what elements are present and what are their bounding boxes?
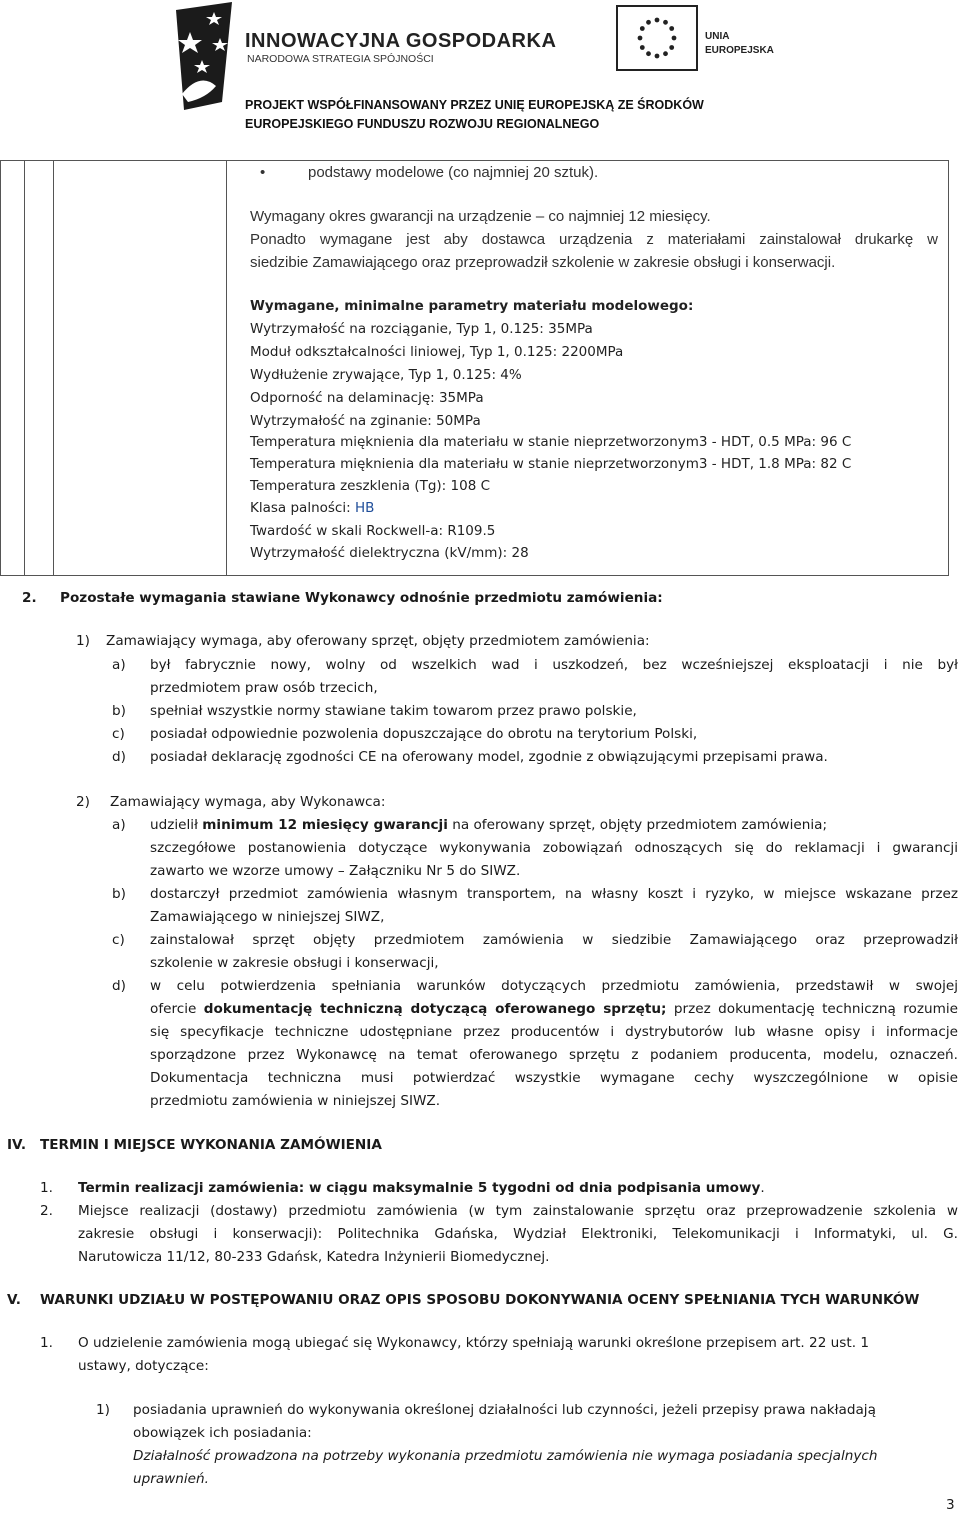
param-dielectric: Wytrzymałość dielektryczna (kV/mm): 28 [250,545,529,561]
project-funding-note [245,96,704,134]
section-2-title: Pozostałe wymagania stawiane Wykonawcy odnośnie przedmiotu zamówienia: [60,590,663,606]
req-1d-label: d) [112,749,126,765]
req-1-number: 1) [76,633,90,649]
section-4-item-1-text: Termin realizacji zamówienia: w ciągu maksymalnie 5 tygodni od dnia podpisania umowy [78,1180,761,1196]
req-1a-line-1: był fabrycznie nowy, wolny od wszelkich wad i uszkodzeń, bez wcześniejszej eksploatacji i nie był [150,657,958,673]
install-line-1: Ponadto wymagane jest aby dostawca urządzenia z materiałami zainstalował drukarkę w [250,231,938,248]
req-2d-pre: ofercie [150,1001,204,1017]
warranty-line: Wymagany okres gwarancji na urządzenie – co najmniej 12 miesięcy. [250,208,711,225]
req-2d-post: przez dokumentację techniczną rozumie [666,1001,958,1017]
section-5-sub-1-note-1: Działalność prowadzona na potrzeby wykonania przedmiotu zamówienia nie wymaga posiadania specjalnych [133,1448,878,1464]
req-2a-bold: minimum 12 miesięcy gwarancji [202,817,448,833]
table-divider [226,161,227,575]
param-modulus: Moduł odkształcalności liniowej, Typ 1, 0.125: 2200MPa [250,344,624,360]
req-1c-label: c) [112,726,125,742]
bullet-icon: • [260,164,266,181]
section-4-item-2-line-3: Narutowicza 11/12, 80-233 Gdańsk, Katedra Inżynierii Biomedycznej. [78,1249,550,1265]
req-2d-bold: dokumentację techniczną dotyczącą oferowanego sprzętu; [203,1001,667,1017]
param-glass-transition: Temperatura zeszklenia (Tg): 108 C [250,478,491,494]
section-5-sub-1-note-2: uprawnień. [133,1471,209,1487]
req-2c-line-1: zainstalował sprzęt objęty przedmiotem zamówienia w siedzibie Zamawiającego oraz przeprowadził [150,932,958,948]
param-hardness: Twardość w skali Rockwell-a: R109.5 [250,523,496,539]
specification-table [0,160,949,576]
req-2a-line-3: zawarto we wzorze umowy – Załączniku Nr 5 do SIWZ. [150,863,521,879]
project-line-1: PROJEKT WSPÓŁFINANSOWANY PRZEZ UNIĘ EUROPEJSKĄ ZE ŚRODKÓW [245,98,704,112]
param-hdt-18: Temperatura mięknienia dla materiału w stanie nieprzetworzonym3 - HDT, 1.8 MPa: 82 C [250,456,852,472]
page-number: 3 [946,1497,955,1513]
req-2b-label: b) [112,886,126,902]
section-5-item-1-line-1: O udzielenie zamówienia mogą ubiegać się Wykonawcy, którzy spełniają warunki określone przepisem art. 22 ust. 1 [78,1335,869,1351]
section-2-number: 2. [22,590,37,606]
section-5-sub-1-line-2: obowiązek ich posiadania: [133,1425,312,1441]
innowacyjna-gospodarka-logo-icon [176,2,238,110]
params-title: Wymagane, minimalne parametry materiału modelowego: [250,298,694,314]
req-2d-line-3: się specyfikacje techniczne udostępniane przez producentów i dystrybutorów lub własne opisy i informacje [150,1024,958,1040]
section-4-item-2-line-1: Miejsce realizacji (dostawy) przedmiotu zamówienia (w tym zainstalowanie sprzętu oraz przeprowadzenie szkolenia w [78,1203,958,1219]
page-header [0,0,960,140]
req-2a-line-1 [150,817,827,833]
project-line-2: EUROPEJSKIEGO FUNDUSZU ROZWOJU REGIONALNEGO [245,117,600,131]
section-4-number: IV. [7,1137,26,1153]
bullet-text: podstawy modelowe (co najmniej 20 sztuk). [308,164,599,181]
logo-subtitle: NARODOWA STRATEGIA SPÓJNOŚCI [247,53,434,65]
req-2-number: 2) [76,794,90,810]
req-2a-pre: udzielił [150,817,203,833]
req-2b-line-1: dostarczył przedmiot zamówienia własnym transportem, na własny koszt i ryzyko, w miejsce wskazane przez [150,886,958,902]
section-4-item-2-number: 2. [40,1203,53,1219]
req-2-text: Zamawiający wymaga, aby Wykonawca: [110,794,386,810]
req-2a-line-2: szczegółowe postanowienia dotyczące wykonywania zobowiązań odnoszących się do reklamacji i gwarancji [150,840,958,856]
param-tensile: Wytrzymałość na rozciąganie, Typ 1, 0.125: 35MPa [250,321,593,337]
eu-label-line-1: UNIA [705,31,730,42]
section-4-item-2-line-2: zakresie obsługi i konserwacji): Politechnika Gdańska, Wydział Elektroniki, Telekomunikacji i Informatyki, ul. G. [78,1226,958,1242]
eu-label [705,30,774,58]
table-divider [24,161,25,575]
req-2d-line-2 [150,1001,958,1017]
section-4-item-1-number: 1. [40,1180,53,1196]
req-1b-text: spełniał wszystkie normy stawiane takim towarom przez prawo polskie, [150,703,637,719]
req-2d-label: d) [112,978,126,994]
req-1a-line-2: przedmiotem praw osób trzecich, [150,680,378,696]
param-delamination: Odporność na delaminację: 35MPa [250,390,484,406]
section-5-title: WARUNKI UDZIAŁU W POSTĘPOWANIU ORAZ OPIS SPOSOBU DOKONYWANIA OCENY SPEŁNIANIA TYCH WARUNKÓW [40,1292,920,1308]
param-flammability [250,500,374,516]
param-hdt-05: Temperatura mięknienia dla materiału w stanie nieprzetworzonym3 - HDT, 0.5 MPa: 96 C [250,434,852,450]
req-2d-line-1: w celu potwierdzenia spełniania warunków dotyczących przedmiotu zamówienia, przedstawił w swojej [150,978,958,994]
req-2c-label: c) [112,932,125,948]
flammability-label: Klasa palności: [250,500,351,516]
param-elongation: Wydłużenie zrywające, Typ 1, 0.125: 4% [250,367,522,383]
req-2d-line-5: Dokumentacja techniczna musi potwierdzać wszystkie wymagane cechy wyszczególnione w opisie [150,1070,958,1086]
req-2a-post: na oferowany sprzęt, objęty przedmiotem zamówienia; [447,817,828,833]
flammability-value: HB [354,500,375,516]
section-4-item-1-dot: . [760,1180,765,1196]
eu-flag-icon [616,5,698,71]
section-5-sub-1-line-1: posiadania uprawnień do wykonywania określonej działalności lub czynności, jeżeli przepisy prawa nakładają [133,1402,876,1418]
param-bending: Wytrzymałość na zginanie: 50MPa [250,413,481,429]
section-5-item-1-number: 1. [40,1335,53,1351]
section-5-sub-1-number: 1) [96,1402,110,1418]
install-line-2: siedzibie Zamawiającego oraz przeprowadził szkolenie w zakresie obsługi i konserwacji. [250,254,836,271]
section-5-number: V. [7,1292,21,1308]
req-2b-line-2: Zamawiającego w niniejszej SIWZ, [150,909,385,925]
req-1a-label: a) [112,657,126,673]
req-1-text: Zamawiający wymaga, aby oferowany sprzęt, objęty przedmiotem zamówienia: [106,633,650,649]
req-1c-text: posiadał odpowiednie pozwolenia dopuszczające do obrotu na terytorium Polski, [150,726,698,742]
req-2c-line-2: szkolenie w zakresie obsługi i konserwacji, [150,955,439,971]
section-4-title: TERMIN I MIEJSCE WYKONANIA ZAMÓWIENIA [40,1137,382,1153]
req-2d-line-4: sporządzone przez Wykonawcę na temat oferowanego sprzętu z podaniem producenta, modelu, oznaczeń. [150,1047,958,1063]
logo-title: INNOWACYJNA GOSPODARKA [245,30,557,52]
eu-label-line-2: EUROPEJSKA [705,45,774,56]
req-2a-label: a) [112,817,126,833]
table-divider [53,161,54,575]
req-1d-text: posiadał deklarację zgodności CE na oferowany model, zgodnie z obwiązującymi przepisami prawa. [150,749,828,765]
section-5-item-1-line-2: ustawy, dotyczące: [78,1358,209,1374]
req-1b-label: b) [112,703,126,719]
section-4-item-1 [78,1180,765,1196]
req-2d-line-6: przedmiotu zamówienia w niniejszej SIWZ. [150,1093,441,1109]
